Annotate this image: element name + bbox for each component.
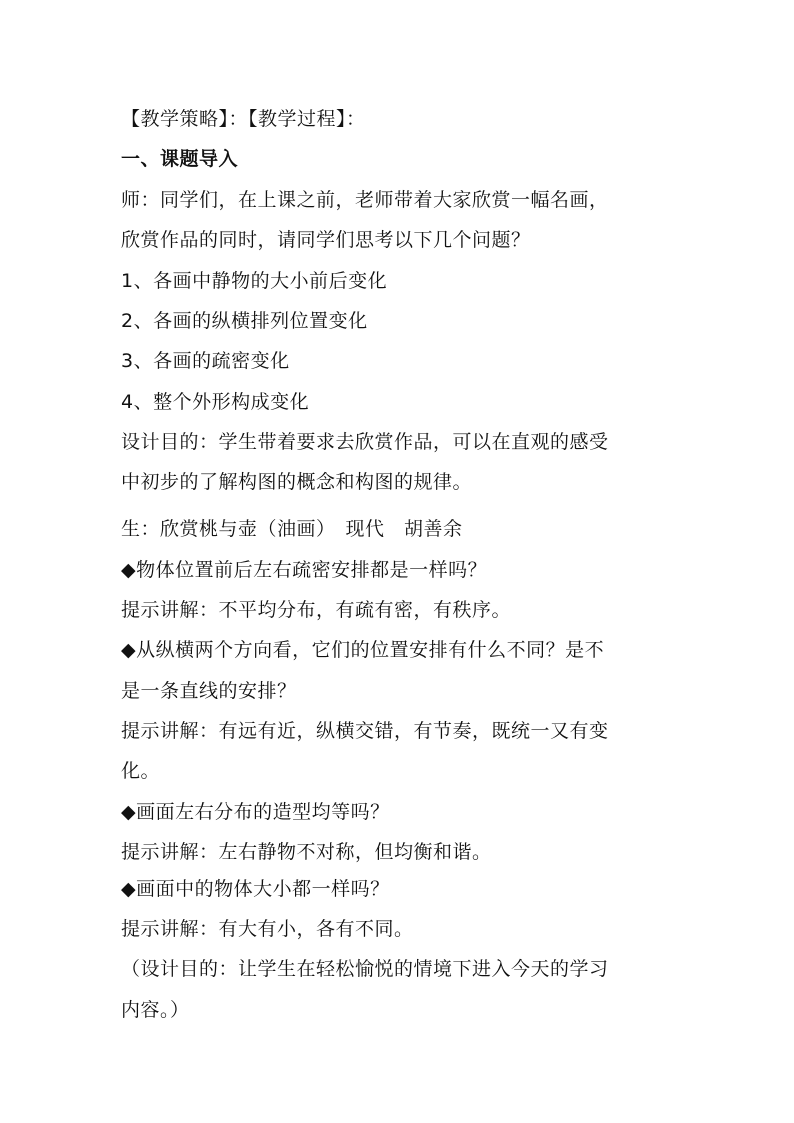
closing-purpose-line-2: 内容。） xyxy=(121,999,190,1021)
bullet-question-2-line-1: ◆从纵横两个方向看，它们的位置安排有什么不同？是不 xyxy=(121,639,605,661)
bullet-question-4: ◆画面中的物体大小都一样吗？ xyxy=(121,878,390,900)
bullet-question-3: ◆画面左右分布的造型均等吗？ xyxy=(121,801,390,823)
strategy-process-heading: 【教学策略】：【教学过程】： xyxy=(121,108,366,130)
section-heading-intro: 一、课题导入 xyxy=(121,148,239,170)
student-artwork-line: 生：欣赏桃与壶（油画） 现代 胡善余 xyxy=(121,518,463,540)
teacher-line-2: 欣赏作品的同时，请同学们思考以下几个问题？ xyxy=(121,229,531,251)
hint-2-line-2: 化。 xyxy=(121,760,161,782)
bullet-question-2-line-2: 是一条直线的安排？ xyxy=(121,680,297,702)
hint-1: 提示讲解：不平均分布，有疏有密，有秩序。 xyxy=(121,599,512,621)
question-4: 4、整个外形构成变化 xyxy=(121,391,310,413)
design-purpose-line-1: 设计目的：学生带着要求去欣赏作品，可以在直观的感受 xyxy=(121,431,609,453)
bullet-question-1: ◆物体位置前后左右疏密安排都是一样吗？ xyxy=(121,559,488,581)
hint-4: 提示讲解：有大有小，各有不同。 xyxy=(121,918,414,940)
closing-purpose-line-1: （设计目的：让学生在轻松愉悦的情境下进入今天的学习 xyxy=(121,958,609,980)
design-purpose-line-2: 中初步的了解构图的概念和构图的规律。 xyxy=(121,471,473,493)
hint-2-line-1: 提示讲解：有远有近，纵横交错，有节奏，既统一又有变 xyxy=(121,720,609,742)
question-3: 3、各画的疏密变化 xyxy=(121,350,290,372)
hint-3: 提示讲解：左右静物不对称，但均衡和谐。 xyxy=(121,841,492,863)
question-2: 2、各画的纵横排列位置变化 xyxy=(121,310,368,332)
teacher-line-1: 师：同学们，在上课之前，老师带着大家欣赏一幅名画， xyxy=(121,189,609,211)
question-1: 1、各画中静物的大小前后变化 xyxy=(121,270,388,292)
